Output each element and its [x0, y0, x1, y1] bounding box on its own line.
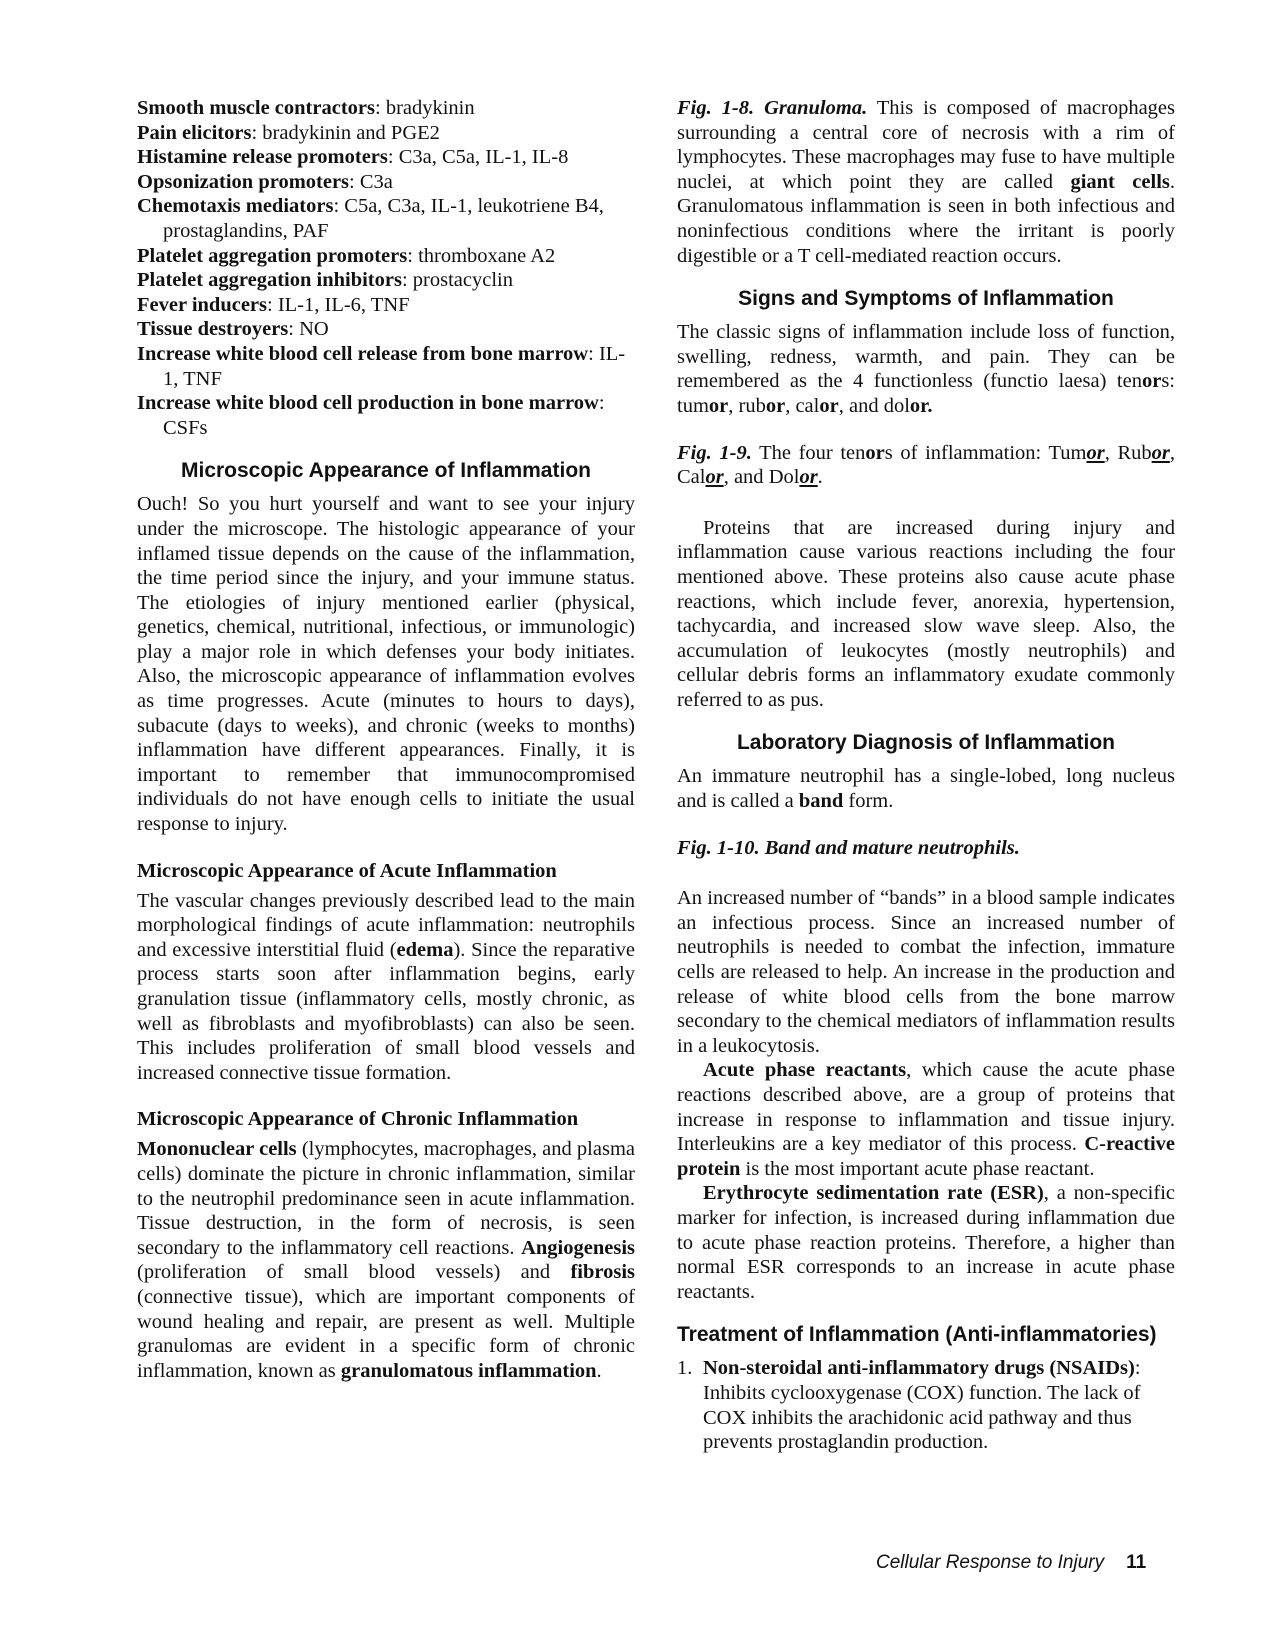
definition-item: Increase white blood cell production in bone marrow: CSFs [137, 392, 605, 439]
mediator-definitions [137, 96, 635, 440]
definition-item: Pain elicitors: bradykinin and PGE2 [137, 121, 440, 144]
subheading-chronic: Microscopic Appearance of Chronic Inflammation [137, 1108, 579, 1131]
paragraph-proteins: Proteins that are increased during injury and inflammation cause various reactions including the four mentioned above. These proteins also cause acute phase reactions, which include fever, anorexia, hypertension, tachycardia, and increased slow wave sleep. Also, the accumulation of leukocytes (mostly neutrophils) and cellular debris forms an inflammatory exudate commonly referred to as pus. [677, 516, 1175, 711]
page-number: 11 [1126, 1552, 1147, 1573]
page-footer [876, 1552, 1146, 1574]
definition-item: Increase white blood cell release from bone marrow: IL-1, TNF [137, 342, 626, 390]
figure-caption-1-9: Fig. 1-9. The four tenors of inflammation: Tumor, Rubor, Calor, and Dolor. [677, 441, 1175, 489]
list-item: 1. Non-steroidal anti-inflammatory drugs (NSAIDs): Inhibits cyclooxygenase (COX) function. The lack of COX inhibits the arachidonic acid pathway and thus prevents prostaglandin production. [677, 1357, 1141, 1454]
right-column [677, 96, 1175, 1455]
section-heading-lab: Laboratory Diagnosis of Inflammation [736, 731, 1116, 755]
definition-item: Fever inducers: IL-1, IL-6, TNF [137, 293, 410, 316]
definition-item: Chemotaxis mediators: C5a, C3a, IL-1, leukotriene B4, prostaglandins, PAF [137, 195, 604, 242]
definition-item: Opsonization promoters: C3a [137, 170, 393, 193]
figure-caption-1-8: Fig. 1-8. Granuloma. This is composed of macrophages surrounding a central core of necrosis with a rim of lymphocytes. These macrophages may fuse to have multiple nuclei, at which point they are called giant cells. Granulomatous inflammation is seen in both infectious and noninfectious conditions where the irritant is poorly digestible or a T cell-mediated reaction occurs. [677, 97, 1176, 267]
definition-item: Platelet aggregation inhibitors: prostacyclin [137, 269, 513, 292]
paragraph-chronic: Mononuclear cells (lymphocytes, macrophages, and plasma cells) dominate the picture in chronic inflammation, similar to the neutrophil predominance seen in acute inflammation. Tissue destruction, in the form of necrosis, is seen secondary to the inflammatory cell reactions. Angiogenesis (proliferation of small blood vessels) and fibrosis (connective tissue), which are important components of wound healing and repair, are present as well. Multiple granulomas are evident in a specific form of chronic inflammation, known as granulomatous inflammation. [137, 1138, 635, 1382]
definition-item: Smooth muscle contractors: bradykinin [137, 97, 475, 119]
left-column [137, 96, 635, 1383]
paragraph-acute: The vascular changes previously described lead to the main morphological findings of acute inflammation: neutrophils and excessive interstitial fluid (edema). Since the reparative process starts soon after inflammation begins, early granulation tissue (inflammatory cells, mostly chronic, as well as fibroblasts and myofibroblasts) can also be seen. This includes proliferation of small blood vessels and increased connective tissue formation. [137, 889, 636, 1084]
paragraph-bands: An increased number of “bands” in a blood sample indicates an infectious process. Since an increased number of neutrophils is needed to combat the infection, immature cells are released to help. An increase in the production and release of white blood cells from the bone marrow secondary to the chemical mediators of inflammation results in a leukocytosis. [677, 887, 1175, 1057]
definition-item: Tissue destroyers: NO [137, 318, 329, 341]
paragraph-microscopic: Ouch! So you hurt yourself and want to see your injury under the microscope. The histologic appearance of your inflamed tissue depends on the cause of the inflammation, the time period since the injury, and your immune status. The etiologies of injury mentioned earlier (physical, genetics, chemical, nutritional, infectious, or immunologic) play a major role in which defenses your body initiates. Also, the microscopic appearance of inflammation evolves as time progresses. Acute (minutes to hours to days), subacute (days to weeks), and chronic (weeks to months) inflammation have different appearances. Finally, it is important to remember that immunocompromised individuals do not have enough cells to initiate the usual response to injury. [137, 493, 635, 836]
definition-item: Histamine release promoters: C3a, C5a, IL-1, IL-8 [137, 146, 569, 169]
definition-item: Platelet aggregation promoters: thromboxane A2 [137, 244, 556, 267]
paragraph-lab: An immature neutrophil has a single-lobed, long nucleus and is called a band form. [677, 765, 1175, 813]
section-heading-treatment: Treatment of Inflammation (Anti-inflammatories) [677, 1323, 1157, 1347]
section-heading-microscopic: Microscopic Appearance of Inflammation [181, 459, 591, 483]
paragraph-signs: The classic signs of inflammation include loss of function, swelling, redness, warmth, and pain. They can be remembered as the 4 functionless (functio laesa) tenors: tumor, rubor, calor, and dolor. [677, 321, 1175, 417]
running-title: Cellular Response to Injury [876, 1552, 1105, 1573]
paragraph-esr: Erythrocyte sedimentation rate (ESR), a non-specific marker for infection, is increased during inflammation due to acute phase reaction proteins. Therefore, a higher than normal ESR corresponds to an increase in acute phase reactants. [677, 1182, 1175, 1303]
paragraph-acute-phase: Acute phase reactants, which cause the acute phase reactions described above, are a group of proteins that increase in response to inflammation and tissue injury. Interleukins are a key mediator of this process. C-reactive protein is the most important acute phase reactant. [677, 1059, 1175, 1180]
figure-caption-1-10: Fig. 1-10. Band and mature neutrophils. [677, 836, 1020, 859]
section-heading-signs: Signs and Symptoms of Inflammation [738, 287, 1114, 311]
subheading-acute: Microscopic Appearance of Acute Inflammation [137, 859, 557, 882]
